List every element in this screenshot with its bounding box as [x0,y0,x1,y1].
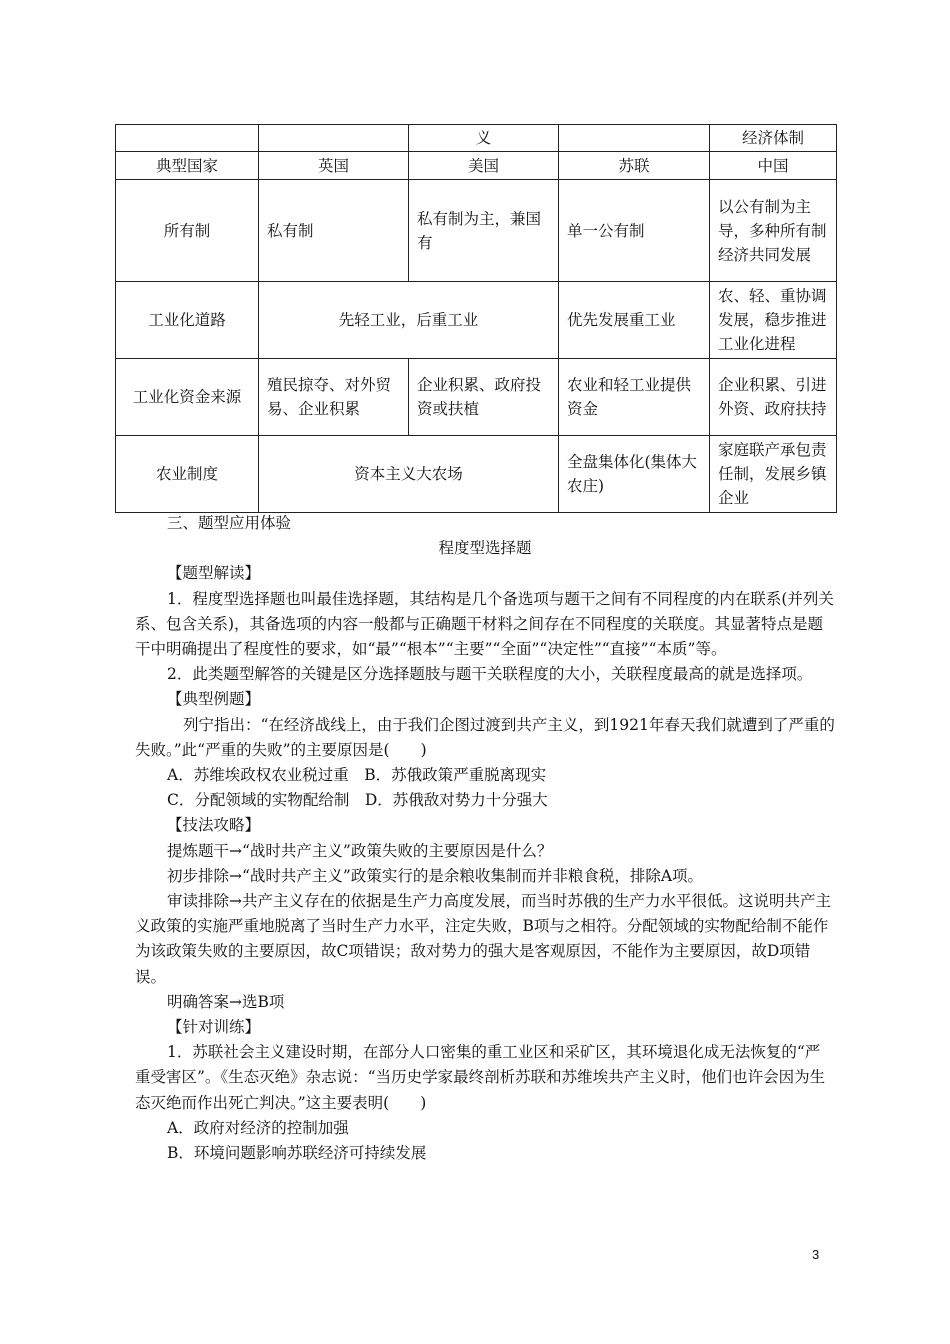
row-label: 农业制度 [116,436,259,513]
table-cell: 义 [409,125,559,152]
table-header-row [116,152,837,180]
row-label: 所有制 [116,180,259,282]
training-heading: 【针对训练】 [167,1018,261,1037]
interpretation-heading: 【题型解读】 [167,564,261,583]
table-cell: 私有制为主，兼国有 [409,180,559,282]
table-top-row [116,125,837,152]
table-header-cell: 典型国家 [116,152,259,180]
document-body [135,511,835,1166]
table-cell: 企业积累、政府投资或扶植 [409,359,559,436]
example-options-ab: A．苏维埃政权农业税过重 B．苏俄政策严重脱离现实 [167,766,547,785]
table-cell: 农业和轻工业提供资金 [559,359,710,436]
strategy-step: 审读排除→共产主义存在的依据是生产力高度发展，而当时苏俄的生产力水平很低。这说明共产主义政策的实施严重地脱离了当时生产力水平，注定失败，B项与之相符。分配领域的实物配给制不能作为该政策失败的主要原因，故C项错误；敌对势力的强大是客观原因，不能作为主要原因，故D项错误。 [135,892,831,986]
table-cell [259,125,409,152]
table-header-cell: 英国 [259,152,409,180]
page-title: 程度型选择题 [438,539,532,558]
section-heading: 三、题型应用体验 [167,514,292,532]
table-cell [559,125,710,152]
paragraph: 1．程度型选择题也叫最佳选择题，其结构是几个备选项与题干之间有不同程度的内在联系(并列关系、包含关系)，其备选项的内容一般都与正确题干材料之间存在不同程度的关联度。其显著特点是题干中明确提出了程度性的要求，如“最”“根本”“主要”“全面”“决定性”“直接”“本质”等。 [135,589,834,659]
table-cell: 经济体制 [710,125,837,152]
example-options-cd: C．分配领域的实物配给制 D．苏俄敌对势力十分强大 [167,791,548,810]
table-cell: 以公有制为主导，多种所有制经济共同发展 [710,180,837,282]
example-heading: 【典型例题】 [167,690,261,709]
strategy-heading: 【技法攻略】 [167,816,261,835]
table-row-ownership [116,180,837,282]
table-cell: 私有制 [259,180,409,282]
strategy-step: 提炼题干→“战时共产主义”政策失败的主要原因是什么？ [167,841,553,860]
table-cell: 资本主义大农场 [259,436,559,513]
training-question: 1．苏联社会主义建设时期，在部分人口密集的重工业区和采矿区，其环境退化成无法恢复的“严重受害区”。《生态灭绝》杂志说：“当历史学家最终剖析苏联和苏维埃共产主义时，他们也许会因为生态灭绝而作出死亡判决。”这主要表明( ) [135,1043,826,1112]
table-cell: 优先发展重工业 [559,282,710,359]
table-header-cell: 苏联 [559,152,710,180]
paragraph: 2．此类题型解答的关键是区分选择题肢与题干关联程度的大小，关联程度最高的就是选择项。 [167,665,813,684]
table-row-agriculture [116,436,837,513]
comparison-table [115,124,837,513]
table-cell: 单一公有制 [559,180,710,282]
row-label: 工业化资金来源 [116,359,259,436]
strategy-step: 明确答案→选B项 [167,992,285,1011]
table-cell: 家庭联产承包责任制，发展乡镇企业 [710,436,837,513]
table-cell: 企业积累、引进外资、政府扶持 [710,359,837,436]
row-label: 工业化道路 [116,282,259,359]
table-cell: 先轻工业，后重工业 [259,282,559,359]
strategy-step: 初步排除→“战时共产主义”政策实行的是余粮收集制而并非粮食税，排除A项。 [167,866,704,885]
table-cell: 农、轻、重协调发展，稳步推进工业化进程 [710,282,837,359]
table-header-cell: 美国 [409,152,559,180]
table-row-industrial-path [116,282,837,359]
page-number: 3 [812,1247,820,1262]
training-option: B．环境问题影响苏联经济可持续发展 [167,1144,427,1163]
table-row-funding [116,359,837,436]
training-option: A．政府对经济的控制加强 [167,1118,349,1137]
table-cell [116,125,259,152]
example-question: 列宁指出：“在经济战线上，由于我们企图过渡到共产主义，到1921年春天我们就遭到了严重的失败。”此“严重的失败”的主要原因是( ) [135,715,835,759]
table-cell: 殖民掠夺、对外贸易、企业积累 [259,359,409,436]
table-cell: 全盘集体化(集体大农庄) [559,436,710,513]
table-header-cell: 中国 [710,152,837,180]
